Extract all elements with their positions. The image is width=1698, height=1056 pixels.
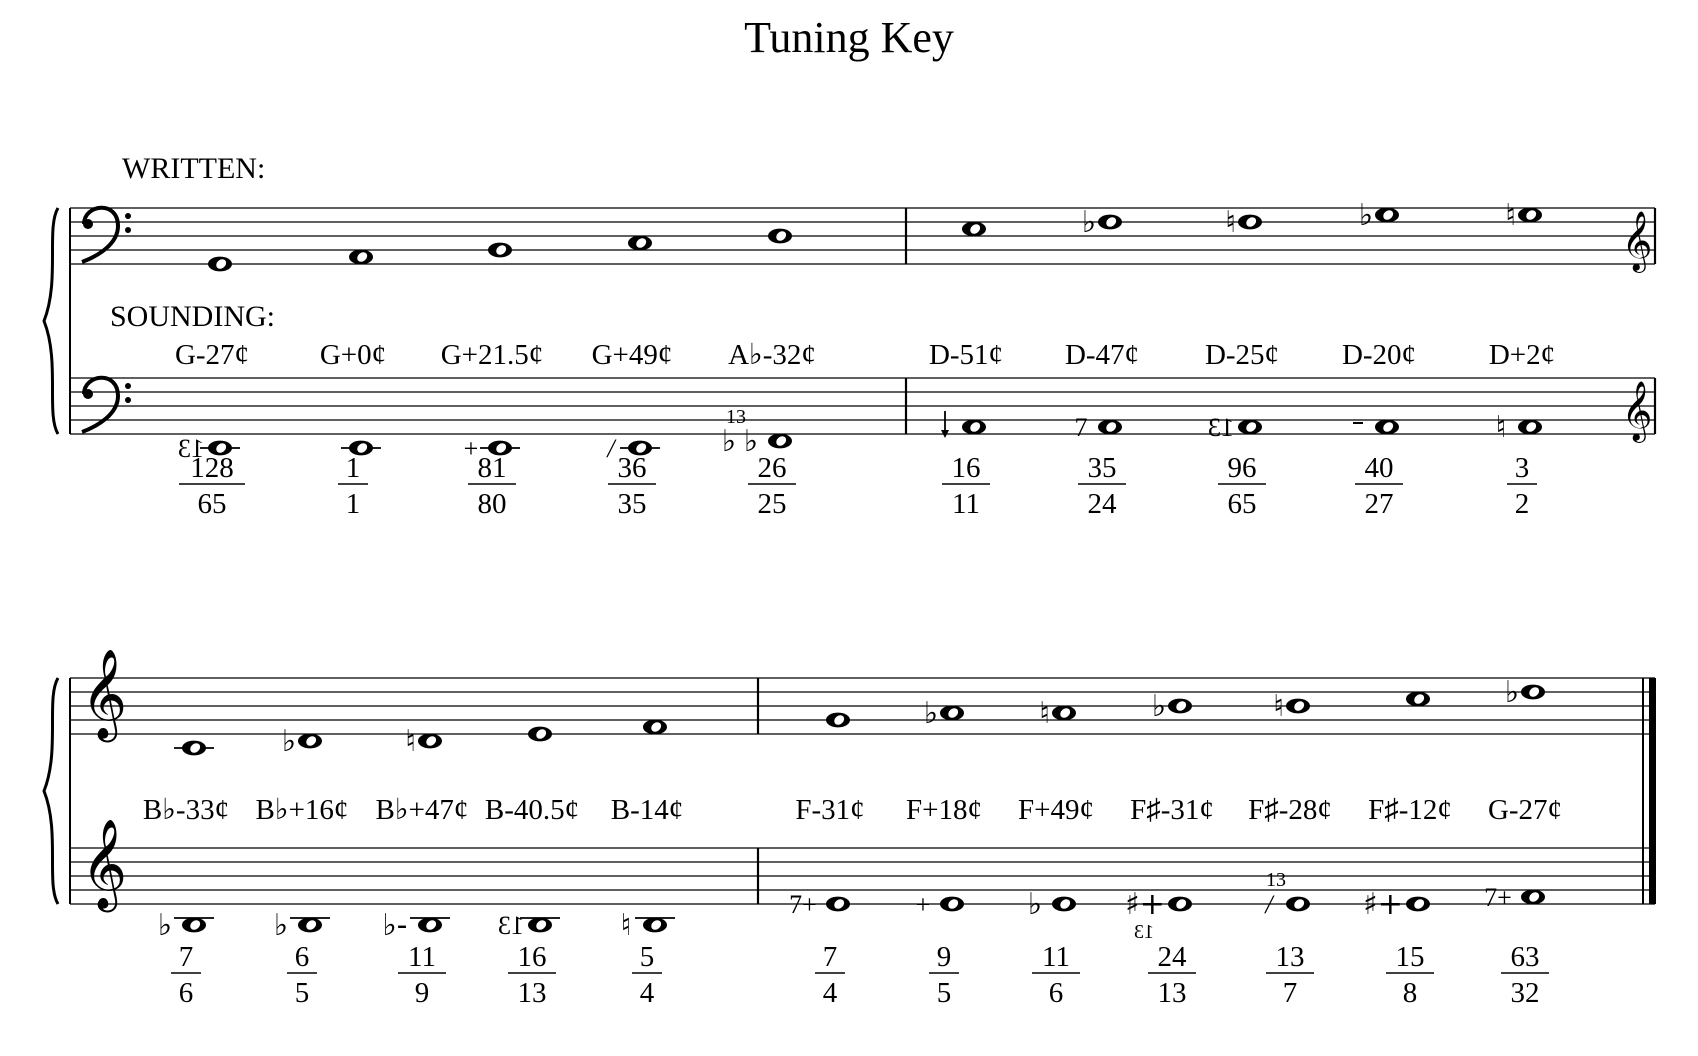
ratio-denominator: 4 <box>822 977 838 1009</box>
note-column <box>929 222 1003 520</box>
cents-label: G+0¢ <box>319 339 387 371</box>
accidental-icon: ♯+ <box>1125 887 1165 922</box>
cents-label: G+21.5¢ <box>440 339 544 371</box>
accidental-icon: ♭ <box>1027 887 1043 922</box>
written-note <box>1168 699 1192 714</box>
ratio-fraction <box>1218 452 1266 520</box>
sounding-note <box>826 897 850 912</box>
written-note <box>208 257 232 272</box>
tuning-mark-icon: 7 <box>1074 413 1088 442</box>
measure <box>789 675 1562 1009</box>
ratio-denominator: 35 <box>617 488 647 520</box>
ratio-numerator: 128 <box>190 452 234 484</box>
note-column <box>1205 205 1279 520</box>
ratio-denominator: 8 <box>1402 977 1418 1009</box>
cents-label: D+2¢ <box>1488 339 1556 371</box>
ratio-denominator: 65 <box>1227 488 1257 520</box>
written-note <box>488 243 512 258</box>
natural-icon: ♮ <box>405 724 416 759</box>
accidental-icon: ♯+ <box>1363 887 1403 922</box>
measure <box>175 229 816 520</box>
note-column <box>1489 198 1555 520</box>
accidental-icon: ♭- <box>382 908 408 943</box>
ratio-fraction <box>508 941 556 1009</box>
written-note <box>1518 208 1542 223</box>
written-note <box>628 236 652 251</box>
note-column <box>376 724 469 1009</box>
ratio-denominator: 24 <box>1087 488 1117 520</box>
cents-label: F♯-28¢ <box>1248 794 1332 826</box>
ratio-numerator: 24 <box>1157 941 1187 973</box>
ratio-fraction <box>1078 452 1126 520</box>
sounding-note <box>1052 897 1076 912</box>
ratio-numerator: 40 <box>1364 452 1394 484</box>
tuning-mark-icon: + <box>463 434 479 463</box>
ratio-numerator: 7 <box>178 941 194 973</box>
ratio-denominator: 4 <box>639 977 655 1009</box>
note-column <box>1065 205 1139 520</box>
accidental-icon: ♭ <box>721 424 737 459</box>
system-brace <box>44 678 58 904</box>
ratio-denominator: 5 <box>936 977 952 1009</box>
ratio-numerator: 16 <box>951 452 981 484</box>
treble-clef-icon: 𝄞 <box>80 819 128 909</box>
sounding-note <box>1375 420 1399 435</box>
note-column <box>1342 198 1416 520</box>
ratio-denominator: 80 <box>477 488 507 520</box>
cents-label: B♭+16¢ <box>255 794 349 826</box>
sounding-note <box>1168 897 1192 912</box>
ratio-fraction <box>608 452 656 520</box>
sounding-note <box>940 897 964 912</box>
cents-label: A♭-32¢ <box>728 339 816 371</box>
written-note <box>298 734 322 749</box>
accidental-icon: ♮ <box>620 908 632 943</box>
ratio-denominator: 13 <box>517 977 547 1009</box>
ratio-fraction <box>171 941 201 1009</box>
sounding-note <box>528 918 552 933</box>
ratio-numerator: 15 <box>1395 941 1425 973</box>
accidental-icon: ♭ <box>157 908 173 943</box>
ratio-numerator: 6 <box>294 941 310 973</box>
written-note <box>826 713 850 728</box>
natural-icon: ♮ <box>1039 696 1050 731</box>
written-note <box>1521 685 1545 700</box>
sounding-note <box>1286 897 1310 912</box>
ratio-numerator: 9 <box>936 941 952 973</box>
ratio-fraction <box>1386 941 1434 1009</box>
note-column <box>143 741 229 1009</box>
ratio-fraction <box>338 452 368 520</box>
ratio-13-mirror-icon: 13 <box>498 911 524 940</box>
ratio-numerator: 96 <box>1227 452 1257 484</box>
ratio-denominator: 27 <box>1364 488 1394 520</box>
ratio-13-mirror-icon: 13 <box>178 434 204 463</box>
cents-label: D-51¢ <box>928 339 1004 371</box>
cents-label: F♯-31¢ <box>1130 794 1214 826</box>
note-column <box>1248 689 1332 1009</box>
note-column <box>320 250 386 520</box>
note-column <box>1484 675 1562 1009</box>
tuning-mark-icon: + <box>915 890 931 919</box>
ratio-fraction <box>1266 941 1314 1009</box>
ratio-denominator: 7 <box>1282 977 1298 1009</box>
slash-seven-icon: / <box>607 434 615 463</box>
ratio-fraction <box>287 941 317 1009</box>
written-note <box>1052 706 1076 721</box>
system <box>44 649 1656 1009</box>
score-title: Tuning Key <box>744 13 954 62</box>
ratio-denominator: 1 <box>345 488 361 520</box>
ratio-denominator: 25 <box>757 488 787 520</box>
ratio-numerator: 35 <box>1087 452 1117 484</box>
sounding-label: SOUNDING: <box>110 300 275 333</box>
measure <box>143 720 683 1009</box>
sounding-note <box>962 420 986 435</box>
note-column <box>485 727 579 1009</box>
sounding-staff <box>70 378 1655 443</box>
ratio-fraction <box>1355 452 1403 520</box>
natural-icon: ♮ <box>1225 205 1236 240</box>
natural-icon: ♮ <box>1273 689 1284 724</box>
sounding-note <box>418 918 442 933</box>
ratio-numerator: 26 <box>757 452 787 484</box>
ratio-fraction <box>632 941 662 1009</box>
ratio-numerator: 63 <box>1510 941 1540 973</box>
cents-label: F+18¢ <box>906 794 982 826</box>
sounding-note <box>298 918 322 933</box>
score-systems <box>44 198 1656 1009</box>
ratio-fraction <box>929 941 959 1009</box>
ratio-numerator: 36 <box>617 452 647 484</box>
flat-icon: ♭ <box>281 724 296 759</box>
note-column <box>441 243 544 520</box>
ratio-fraction <box>1507 452 1537 520</box>
note-column <box>611 720 684 1009</box>
written-note <box>1238 215 1262 230</box>
sounding-note <box>1521 890 1545 905</box>
cents-label: B♭+47¢ <box>375 794 469 826</box>
written-note <box>1406 692 1430 707</box>
system-brace <box>44 208 58 434</box>
sounding-note <box>1098 420 1122 435</box>
written-note <box>643 720 667 735</box>
measure <box>929 198 1555 520</box>
sounding-note <box>1406 897 1430 912</box>
treble-clef-change-icon: 𝄞 <box>1621 211 1653 271</box>
ratio-denominator: 13 <box>1157 977 1187 1009</box>
ratio-numerator: 7 <box>822 941 838 973</box>
accidental-icon: ♭ <box>743 424 759 459</box>
sounding-note <box>1238 420 1262 435</box>
tuning-mark-icon: 7+ <box>1484 883 1512 912</box>
ratio-denominator: 32 <box>1510 977 1540 1009</box>
ratio-fraction <box>815 941 845 1009</box>
written-note <box>1098 215 1122 230</box>
cents-label: G-27¢ <box>1487 794 1563 826</box>
ratio-denominator: 11 <box>952 488 980 520</box>
written-label: WRITTEN: <box>122 152 266 185</box>
bass-clef-icon <box>82 208 131 262</box>
ratio-denominator: 9 <box>414 977 430 1009</box>
cents-label: D-20¢ <box>1341 339 1417 371</box>
accidental-icon: ♭ <box>273 908 289 943</box>
note-column <box>256 724 349 1009</box>
ratio-fraction <box>1501 941 1549 1009</box>
written-note <box>1375 208 1399 223</box>
ratio-denominator: 2 <box>1514 488 1530 520</box>
subscript-13-mirror: 13 <box>1134 921 1154 943</box>
written-note <box>349 250 373 265</box>
flat-icon: ♭ <box>1081 205 1096 240</box>
superscript-13: 13 <box>1266 869 1286 891</box>
slash-seven-icon: / <box>1265 890 1273 919</box>
note-column <box>1125 689 1214 1009</box>
ratio-13-mirror-icon: 13 <box>1208 413 1234 442</box>
system <box>44 198 1655 520</box>
flat-icon: ♭ <box>1358 198 1373 233</box>
cents-label: G+49¢ <box>591 339 673 371</box>
superscript-13: 13 <box>726 406 746 428</box>
cents-label: D-47¢ <box>1064 339 1140 371</box>
ratio-numerator: 11 <box>1042 941 1070 973</box>
cents-label: D-25¢ <box>1204 339 1280 371</box>
written-note <box>768 229 792 244</box>
flat-icon: ♭ <box>1504 675 1519 710</box>
written-note <box>1286 699 1310 714</box>
cents-label: F+49¢ <box>1018 794 1094 826</box>
written-note <box>528 727 552 742</box>
cents-label: B-40.5¢ <box>484 794 580 826</box>
note-column <box>175 257 249 520</box>
cents-label: F♯-12¢ <box>1368 794 1452 826</box>
cents-label: B♭-33¢ <box>142 794 230 826</box>
written-note <box>962 222 986 237</box>
sounding-note <box>768 434 792 449</box>
final-barline <box>1649 678 1656 904</box>
ratio-fraction <box>1032 941 1080 1009</box>
ratio-denominator: 6 <box>1048 977 1064 1009</box>
ratio-numerator: 5 <box>639 941 655 973</box>
note-column <box>722 229 816 520</box>
note-column <box>1363 692 1452 1009</box>
note-column <box>789 713 864 1009</box>
ratio-denominator: 65 <box>197 488 227 520</box>
ratio-fraction <box>1148 941 1196 1009</box>
ratio-numerator: 16 <box>517 941 547 973</box>
ratio-numerator: 3 <box>1514 452 1530 484</box>
written-note <box>940 706 964 721</box>
treble-clef-icon: 𝄞 <box>80 649 128 739</box>
note-column <box>906 696 982 1009</box>
ratio-denominator: 5 <box>294 977 310 1009</box>
ratio-numerator: 1 <box>345 452 361 484</box>
written-note <box>418 734 442 749</box>
natural-icon: ♮ <box>1505 198 1516 233</box>
sounding-note <box>182 918 206 933</box>
ratio-denominator: 6 <box>178 977 194 1009</box>
flat-icon: ♭ <box>923 696 938 731</box>
ratio-fraction <box>748 452 796 520</box>
written-note <box>182 741 206 756</box>
ratio-numerator: 11 <box>408 941 436 973</box>
tuning-mark-icon: 7+ <box>789 890 817 919</box>
ratio-numerator: 13 <box>1275 941 1305 973</box>
note-column <box>1018 696 1094 1009</box>
ratio-fraction <box>398 941 446 1009</box>
written-staff <box>70 208 1655 273</box>
accidental-icon: ♮ <box>1495 410 1507 445</box>
cents-label: B-14¢ <box>610 794 684 826</box>
sounding-note <box>1518 420 1542 435</box>
cents-label: F-31¢ <box>795 794 865 826</box>
ratio-fraction <box>942 452 990 520</box>
treble-clef-change-icon: 𝄞 <box>1621 381 1653 441</box>
cents-label: G-27¢ <box>174 339 250 371</box>
bass-clef-icon <box>82 378 131 432</box>
flat-icon: ♭ <box>1151 689 1166 724</box>
sounding-note <box>643 918 667 933</box>
ratio-numerator: 81 <box>477 452 507 484</box>
